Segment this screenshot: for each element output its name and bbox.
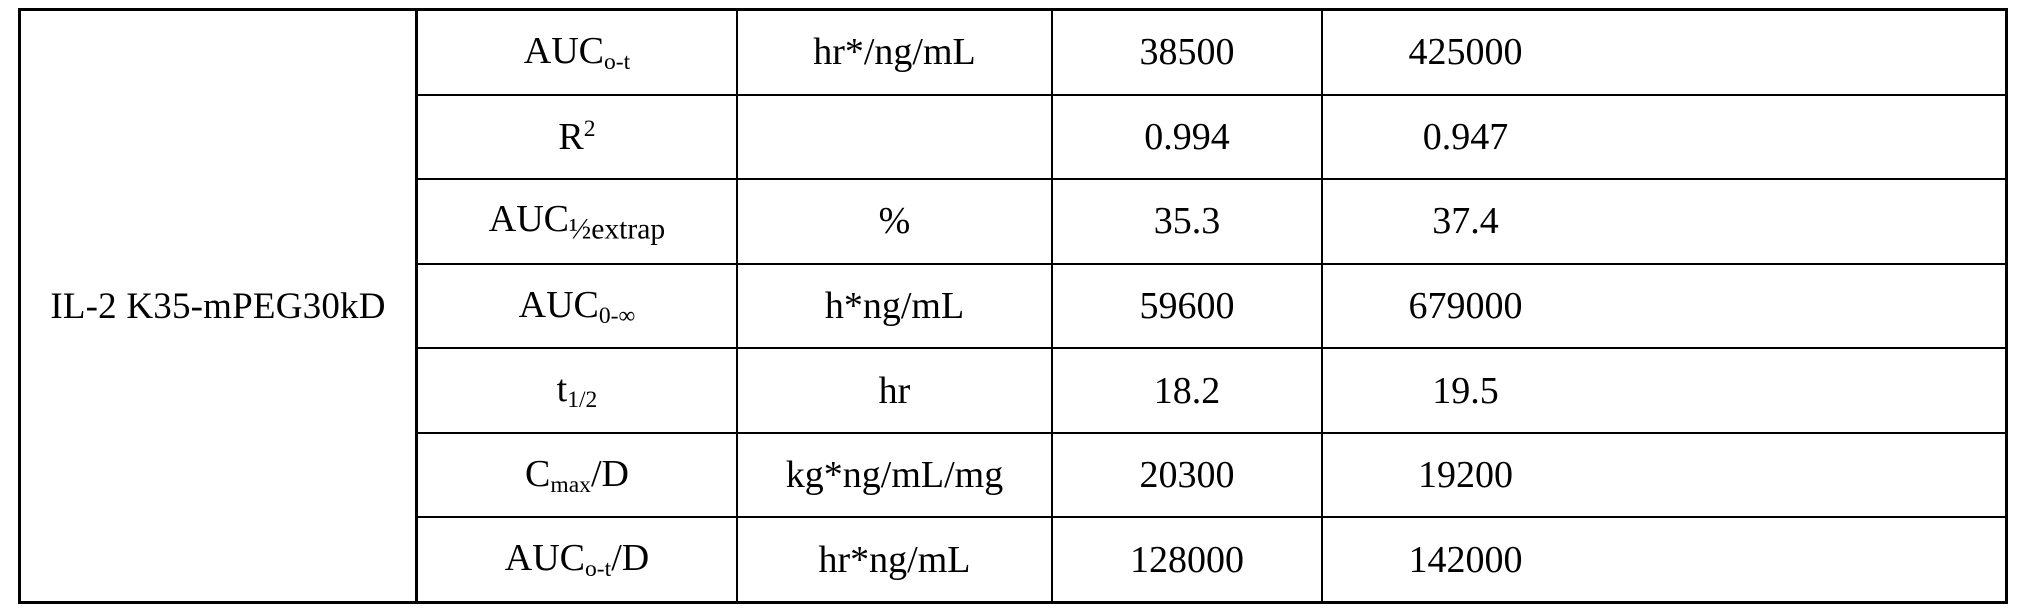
parameter-base: AUC (518, 283, 599, 326)
cell-value-1: 59600 (1053, 265, 1323, 348)
cell-value-1: 128000 (1053, 518, 1323, 601)
parameter-base: AUC (488, 197, 569, 240)
cell-parameter (418, 265, 738, 348)
table-row (418, 349, 2005, 434)
cell-parameter (418, 518, 738, 601)
cell-parameter (418, 349, 738, 432)
parameter-suffix: /D (611, 537, 650, 580)
cell-value-2: 679000 (1408, 285, 1523, 328)
parameter-base: AUC (504, 537, 586, 580)
parameter-sub: 1/2 (567, 387, 598, 414)
parameter-suffix: /D (590, 452, 629, 495)
cell-value-2: 425000 (1408, 31, 1523, 74)
cell-value-1: 35.3 (1053, 180, 1323, 263)
table-row (418, 180, 2005, 265)
cell-unit (738, 96, 1053, 179)
cell-value-2: 19.5 (1432, 369, 1499, 412)
parameter-sub: max (550, 471, 591, 498)
parameter-base: C (525, 452, 551, 495)
table-body (418, 8, 2008, 604)
cell-value-1: 20300 (1053, 434, 1323, 517)
cell-parameter (418, 11, 738, 94)
table-row (418, 518, 2005, 601)
parameter-sub: o-t (604, 48, 631, 75)
parameter-sub: 0-∞ (598, 302, 636, 329)
parameter-base: R (558, 115, 584, 158)
cell-unit: kg*ng/mL/mg (738, 434, 1053, 517)
parameter-sub: o-t (585, 556, 612, 583)
table-row (418, 265, 2005, 350)
cell-parameter (418, 434, 738, 517)
cell-value-2: 0.947 (1422, 115, 1509, 158)
parameter-sub: ½extrap (568, 213, 666, 246)
cell-unit: hr (738, 349, 1053, 432)
cell-unit: h*ng/mL (738, 265, 1053, 348)
pharmacokinetics-table (18, 8, 2008, 604)
cell-parameter (418, 180, 738, 263)
parameter-base: AUC (523, 29, 605, 72)
cell-parameter (418, 96, 738, 179)
table-row (418, 434, 2005, 519)
cell-value-1: 38500 (1053, 11, 1323, 94)
parameter-base: t (556, 368, 568, 411)
cell-unit: % (738, 180, 1053, 263)
cell-value-2: 37.4 (1432, 200, 1499, 243)
cell-value-2: 142000 (1408, 538, 1523, 581)
table-row (418, 96, 2005, 181)
table-row-label: IL-2 K35-mPEG30kD (18, 8, 418, 604)
cell-value-1: 18.2 (1053, 349, 1323, 432)
cell-value-1: 0.994 (1053, 96, 1323, 179)
parameter-sup: 2 (583, 115, 596, 142)
cell-unit: hr*/ng/mL (738, 11, 1053, 94)
cell-value-2: 19200 (1418, 454, 1513, 497)
cell-unit: hr*ng/mL (738, 518, 1053, 601)
table-row (418, 11, 2005, 96)
